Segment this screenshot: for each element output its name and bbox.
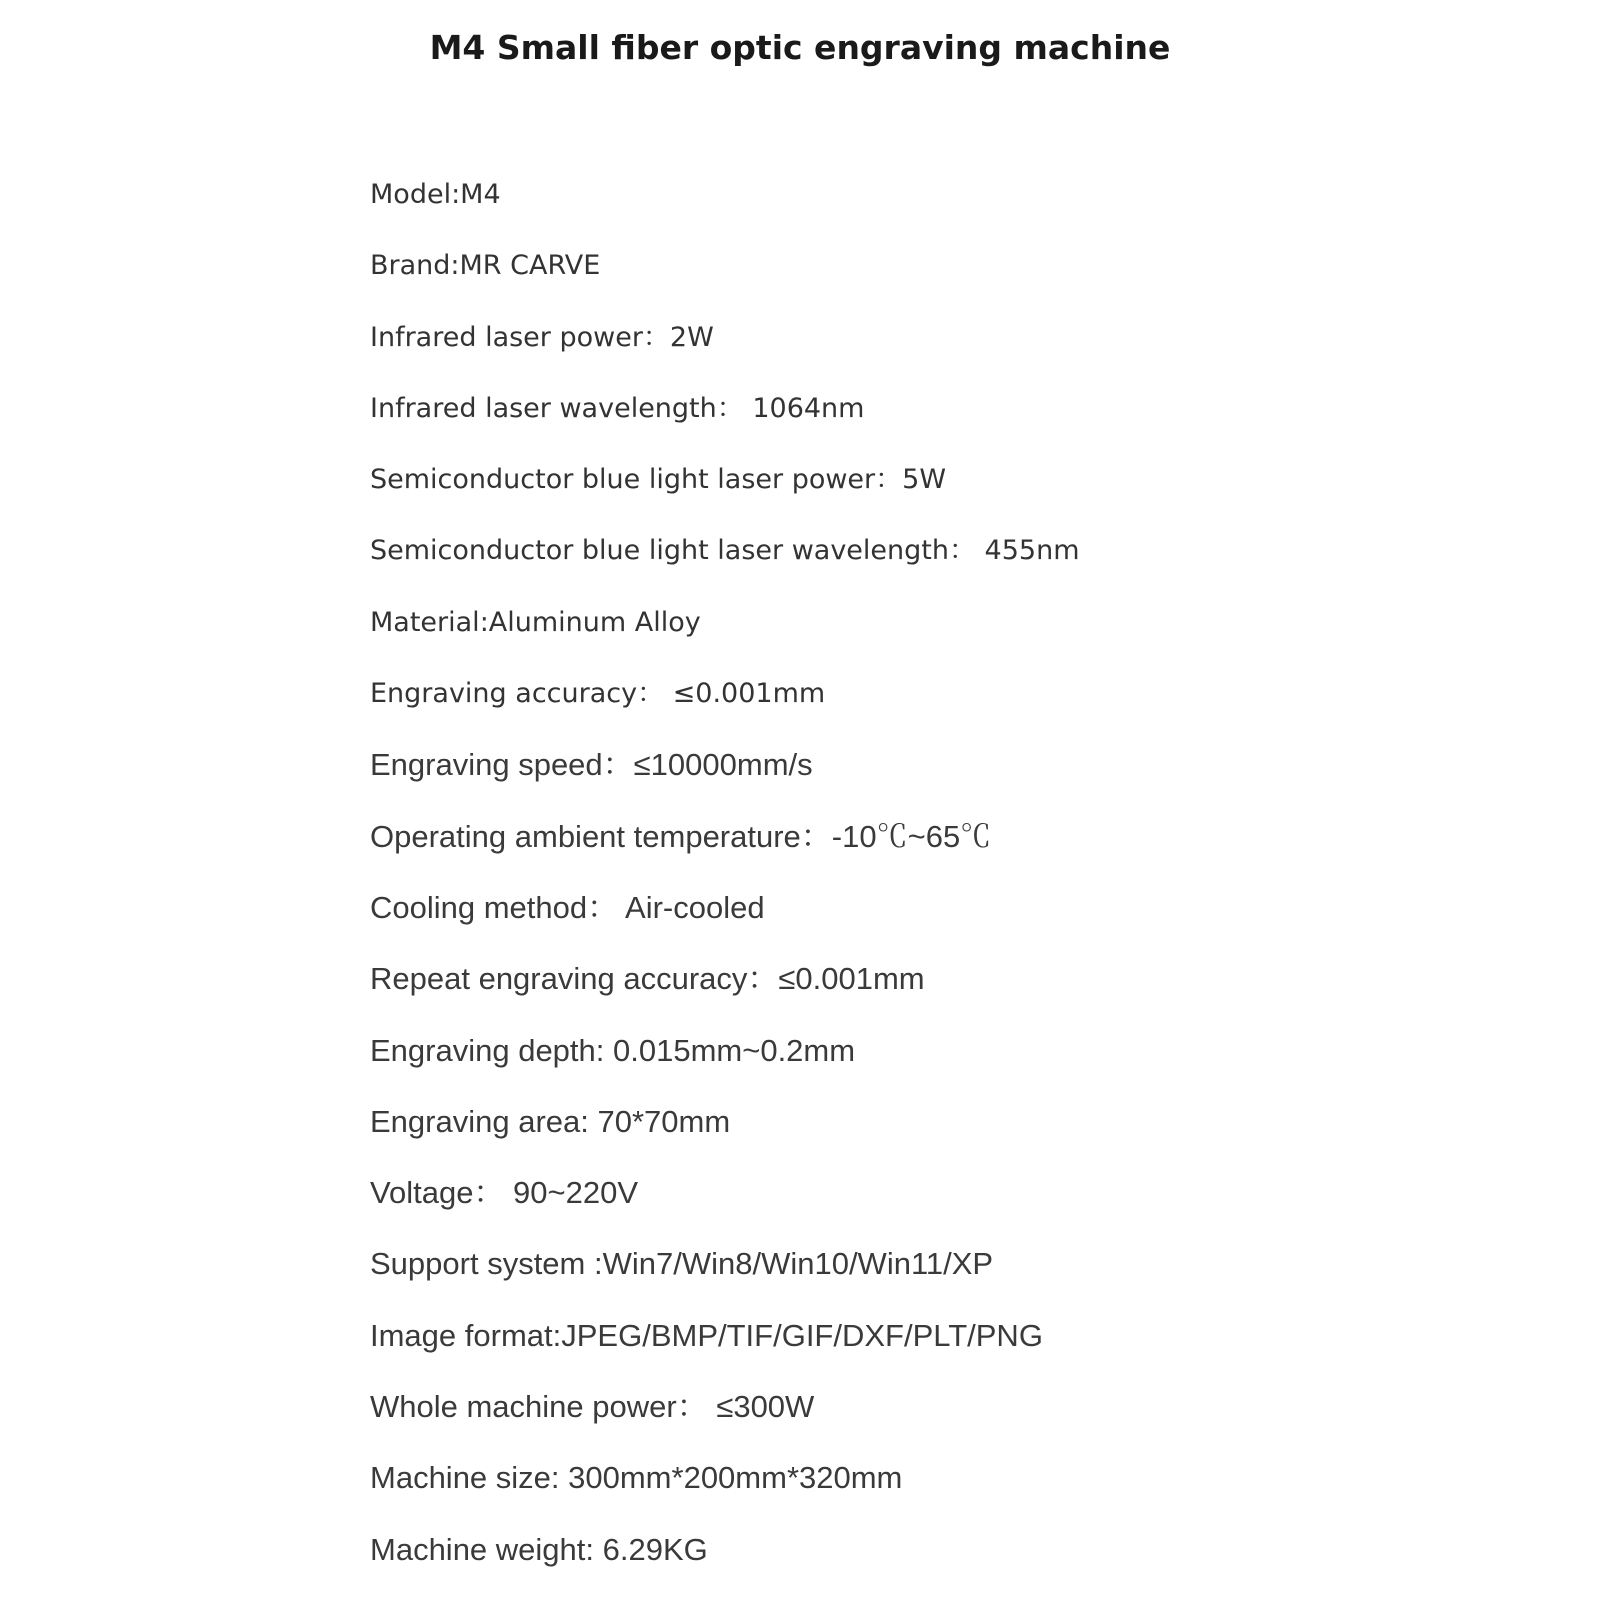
spec-machine-power: Whole machine power： ≤300W (370, 1389, 815, 1425)
spec-machine-size: Machine size: 300mm*200mm*320mm (370, 1460, 903, 1496)
spec-model: Model:M4 (370, 179, 501, 210)
spec-brand: Brand:MR CARVE (370, 250, 601, 282)
spec-list (370, 170, 1080, 1596)
spec-engraving-accuracy: Engraving accuracy： ≤0.001mm (370, 678, 826, 710)
spec-material: Material:Aluminum Alloy (370, 606, 701, 638)
spec-image-format: Image format:JPEG/BMP/TIF/GIF/DXF/PLT/PNG (370, 1317, 1043, 1353)
spec-operating-temperature: Operating ambient temperature：-10℃~65℃ (370, 818, 992, 854)
spec-engraving-area: Engraving area: 70*70mm (370, 1103, 731, 1139)
spec-voltage: Voltage： 90~220V (370, 1175, 639, 1211)
spec-machine-weight: Machine weight: 6.29KG (370, 1531, 708, 1567)
spec-support-system: Support system :Win7/Win8/Win10/Win11/XP (370, 1246, 994, 1282)
spec-cooling-method: Cooling method： Air-cooled (370, 889, 765, 925)
spec-engraving-speed: Engraving speed：≤10000mm/s (370, 747, 813, 783)
spec-engraving-depth: Engraving depth: 0.015mm~0.2mm (370, 1032, 856, 1068)
page-title: M4 Small fiber optic engraving machine (429, 28, 1171, 67)
spec-blue-laser-wavelength: Semiconductor blue light laser wavelength： 455nm (370, 535, 1080, 567)
spec-repeat-accuracy: Repeat engraving accuracy：≤0.001mm (370, 961, 925, 997)
spec-infrared-laser-wavelength: Infrared laser wavelength： 1064nm (370, 392, 865, 424)
spec-infrared-laser-power: Infrared laser power：2W (370, 321, 714, 353)
spec-blue-laser-power: Semiconductor blue light laser power：5W (370, 464, 947, 496)
